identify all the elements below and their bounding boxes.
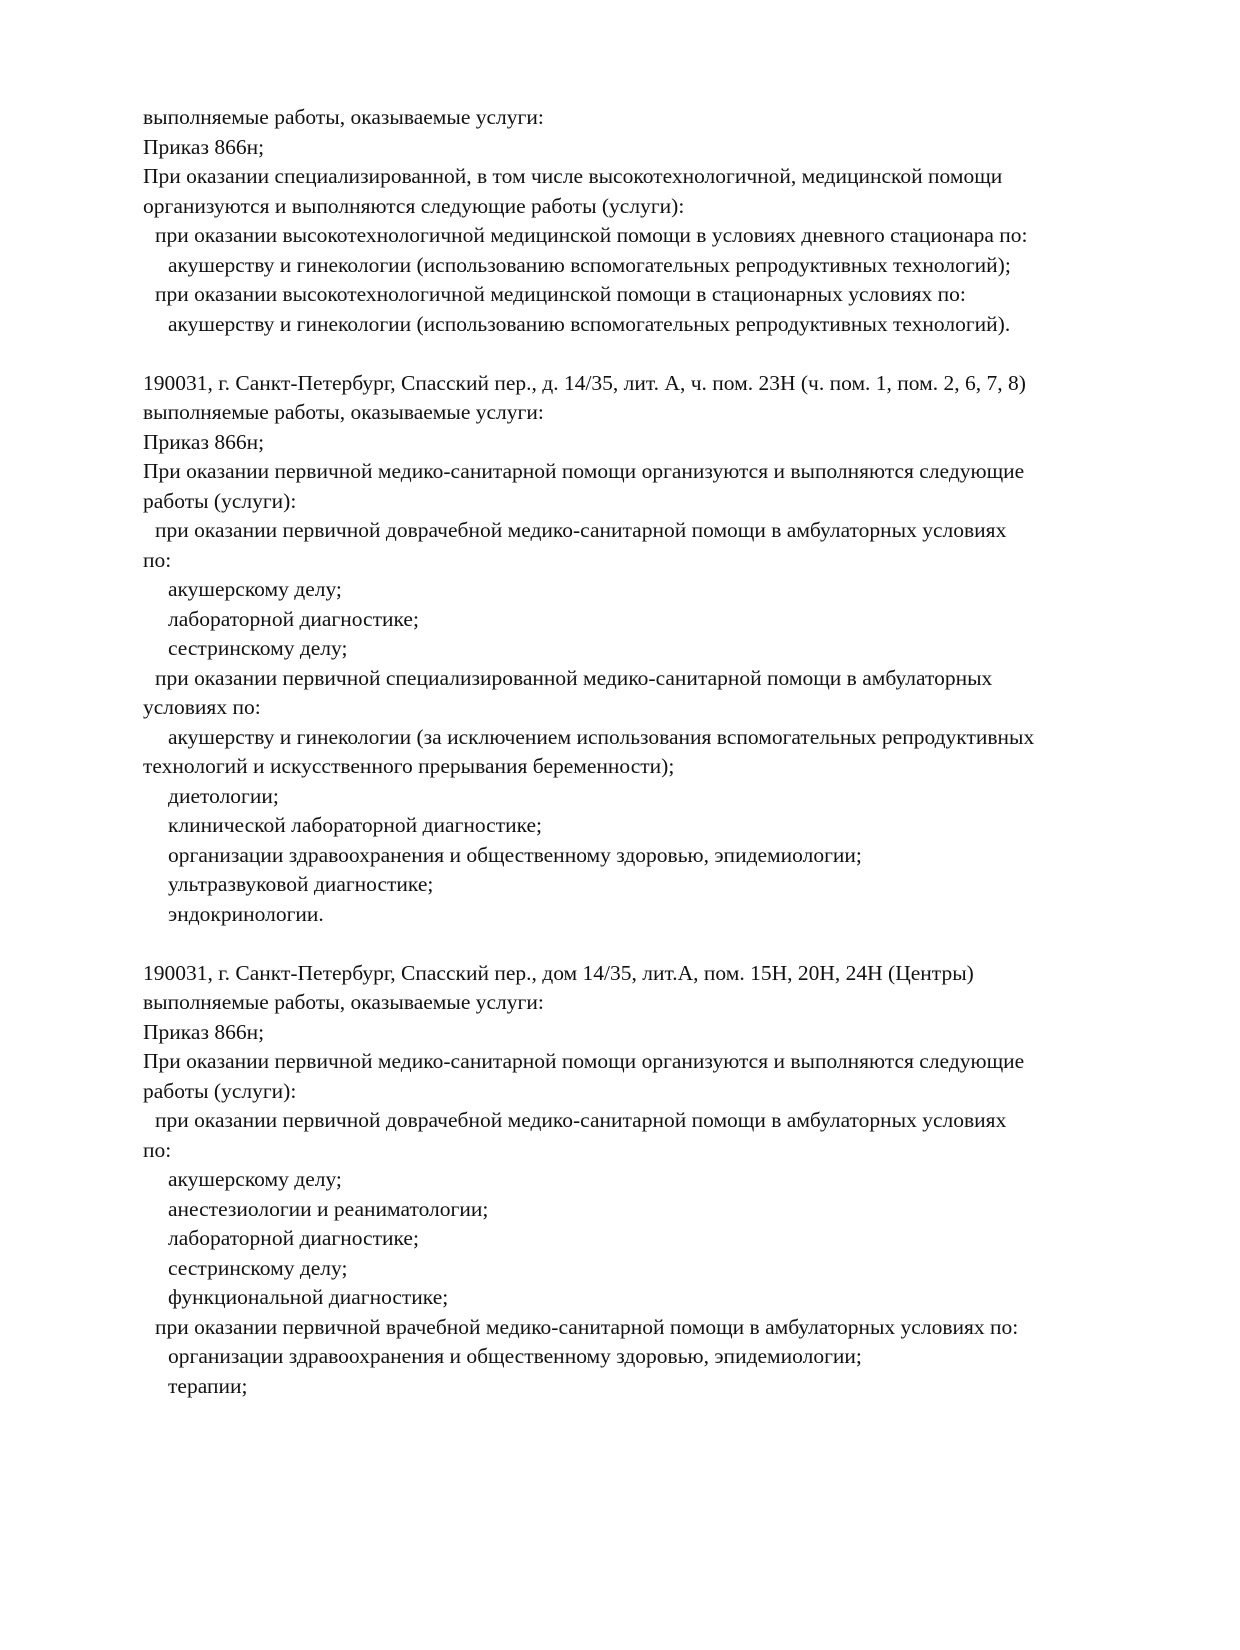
text-line: организации здравоохранения и общественному здоровью, эпидемиологии; (168, 842, 862, 867)
text-line: при оказании высокотехнологичной медицинской помощи в стационарных условиях по: (155, 282, 966, 306)
text-line: 190031, г. Санкт-Петербург, Спасский пер., дом 14/35, лит.А, пом. 15Н, 20Н, 24Н (Центры) (143, 960, 974, 985)
text-line: клинической лабораторной диагностике; (168, 813, 543, 837)
text-line: при оказании первичной доврачебной медико-санитарной помощи в амбулаторных условиях (155, 518, 1007, 542)
text-line: Приказ 866н; (143, 1019, 265, 1044)
text-line: При оказании первичной медико-санитарной помощи организуются и выполняются следующие (143, 1049, 1025, 1073)
text-line: по: (143, 547, 172, 572)
text-line: лабораторной диагностике; (168, 1226, 419, 1250)
text-line: организуются и выполняются следующие работы (услуги): (143, 193, 685, 218)
text-line: ультразвуковой диагностике; (168, 872, 434, 896)
text-line: анестезиологии и реаниматологии; (168, 1196, 489, 1221)
text-line: при оказании высокотехнологичной медицинской помощи в условиях дневного стационара по: (155, 223, 1028, 247)
text-line: выполняемые работы, оказываемые услуги: (143, 105, 544, 129)
text-line: При оказании первичной медико-санитарной помощи организуются и выполняются следующие (143, 459, 1025, 483)
text-line: акушерскому делу; (168, 577, 342, 601)
text-line: 190031, г. Санкт-Петербург, Спасский пер., д. 14/35, лит. А, ч. пом. 23Н (ч. пом. 1, пом. 2, 6, 7, 8) (143, 370, 1026, 395)
text-block (143, 103, 1183, 339)
text-line: Приказ 866н; (143, 429, 265, 454)
block-separator (143, 929, 1183, 959)
text-line: выполняемые работы, оказываемые услуги: (143, 990, 544, 1014)
text-line: При оказании специализированной, в том числе высокотехнологичной, медицинской помощи (143, 164, 1003, 188)
text-line: работы (услуги): (143, 488, 297, 513)
text-block (143, 369, 1183, 930)
text-line: терапии; (168, 1373, 248, 1398)
text-line: при оказании первичной специализированной медико-санитарной помощи в амбулаторных (155, 665, 993, 690)
text-line: при оказании первичной врачебной медико-санитарной помощи в амбулаторных условиях по: (155, 1314, 1019, 1339)
text-block (143, 959, 1183, 1402)
block-separator (143, 339, 1183, 369)
text-line: лабораторной диагностике; (168, 606, 419, 631)
text-line: сестринскому делу; (168, 636, 348, 660)
text-line: технологий и искусственного прерывания беременности); (143, 754, 675, 778)
text-line: акушерству и гинекологии (использованию вспомогательных репродуктивных технологий). (168, 311, 1011, 336)
text-line: по: (143, 1137, 172, 1162)
text-line: Приказ 866н; (143, 134, 265, 159)
text-line: акушерству и гинекологии (использованию вспомогательных репродуктивных технологий); (168, 252, 1011, 277)
text-line: сестринскому делу; (168, 1255, 348, 1280)
text-line: диетологии; (168, 783, 279, 808)
text-line: акушерскому делу; (168, 1167, 342, 1191)
text-line: работы (услуги): (143, 1078, 297, 1103)
text-line: эндокринологии. (168, 901, 324, 926)
text-line: организации здравоохранения и общественному здоровью, эпидемиологии; (168, 1344, 862, 1368)
text-line: акушерству и гинекологии (за исключением использования вспомогательных репродуктивных (168, 724, 1035, 749)
document-page (143, 103, 1183, 1401)
text-line: при оказании первичной доврачебной медико-санитарной помощи в амбулаторных условиях (155, 1108, 1007, 1132)
text-line: функциональной диагностике; (168, 1285, 449, 1309)
text-line: условиях по: (143, 695, 261, 719)
text-line: выполняемые работы, оказываемые услуги: (143, 400, 544, 424)
